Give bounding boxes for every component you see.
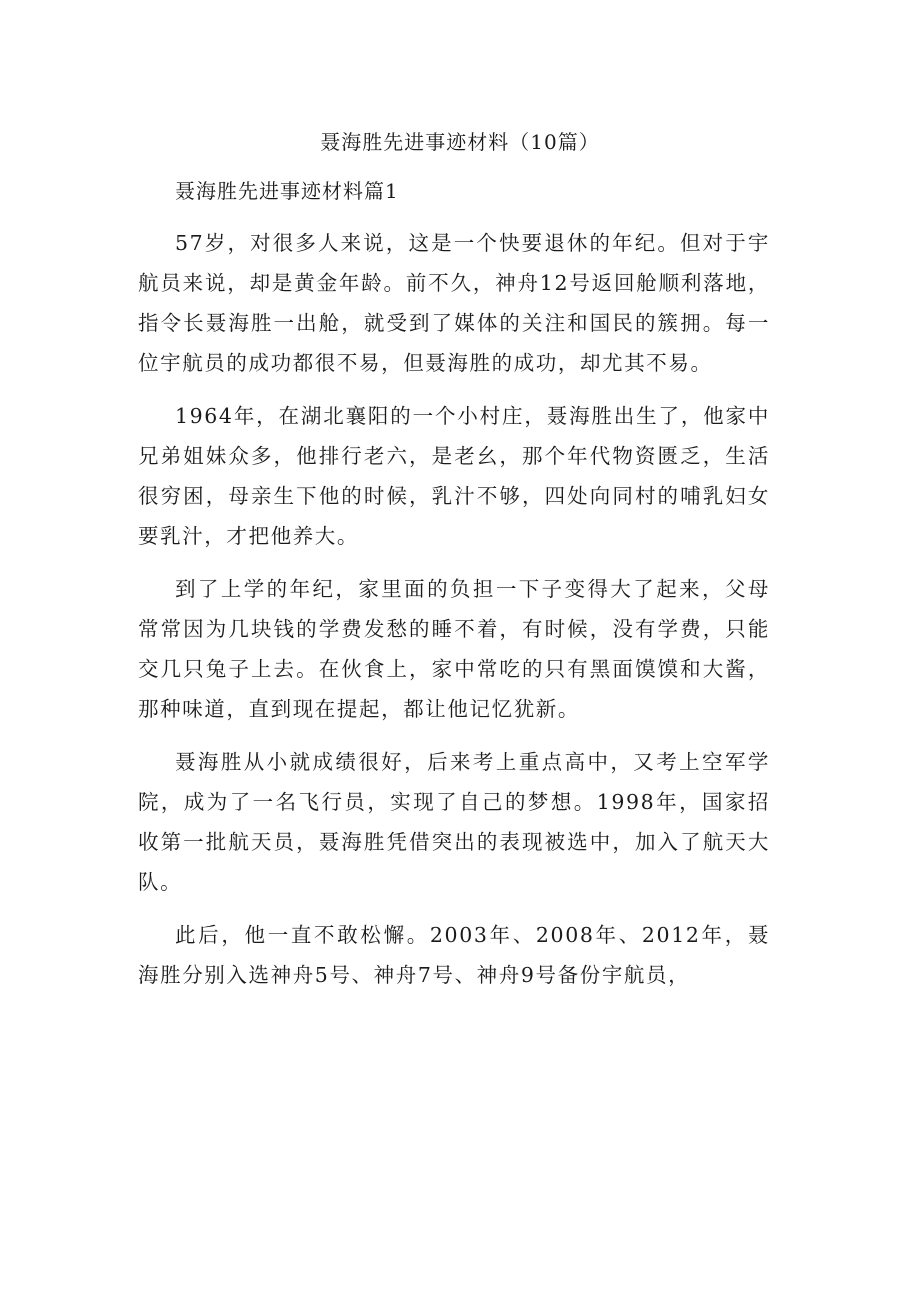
document-body xyxy=(138,223,770,1008)
paragraph: 1964年，在湖北襄阳的一个小村庄，聂海胜出生了，他家中兄弟姐妹众多，他排行老六，是老幺，那个年代物资匮乏，生活很穷困，母亲生下他的时候，乳汁不够，四处向同村的哺乳妇女要乳汁，才把他养大。 xyxy=(138,404,770,548)
document-title: 聂海胜先进事迹材料（10篇） xyxy=(320,130,600,154)
section-heading: 聂海胜先进事迹材料篇1 xyxy=(175,179,399,203)
paragraph: 到了上学的年纪，家里面的负担一下子变得大了起来，父母常常因为几块钱的学费发愁的睡不着，有时候，没有学费，只能交几只兔子上去。在伙食上，家中常吃的只有黑面馍馍和大酱，那种味道，直到现在提起，都让他记忆犹新。 xyxy=(138,577,770,721)
paragraph: 此后，他一直不敢松懈。2003年、2008年、2012年，聂海胜分别入选神舟5号、神舟7号、神舟9号备份宇航员， xyxy=(138,923,770,987)
paragraph: 聂海胜从小就成绩很好，后来考上重点高中，又考上空军学院，成为了一名飞行员，实现了自己的梦想。1998年，国家招收第一批航天员，聂海胜凭借突出的表现被选中，加入了航天大队。 xyxy=(138,750,770,894)
paragraph: 57岁，对很多人来说，这是一个快要退休的年纪。但对于宇航员来说，却是黄金年龄。前不久，神舟12号返回舱顺利落地，指令长聂海胜一出舱，就受到了媒体的关注和国民的簇拥。每一位宇航员的成功都很不易，但聂海胜的成功，却尤其不易。 xyxy=(138,231,770,375)
